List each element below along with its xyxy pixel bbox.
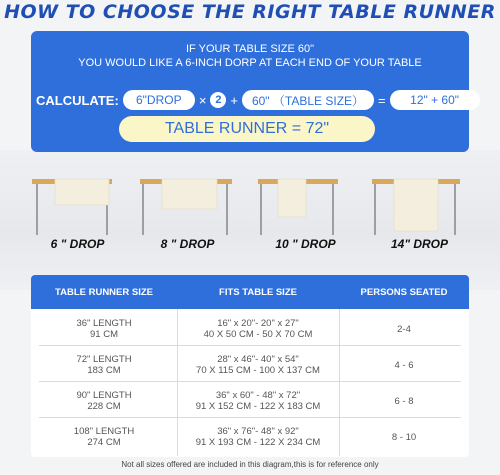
result-pill: TABLE RUNNER = 72" xyxy=(119,116,375,142)
table-runner-10-icon xyxy=(258,175,353,235)
fit-size-inches: 28" x 46"- 40" x 54" xyxy=(217,354,299,365)
fit-size-inches: 36" x 60" - 48" x 72" xyxy=(215,390,301,401)
persons-seated-cell: 2-4 xyxy=(397,324,411,335)
runner-length-inches: 36" LENGTH xyxy=(76,318,132,329)
fits-table-size-cell xyxy=(177,426,339,448)
runner-size-cell xyxy=(31,318,177,340)
calculation-row xyxy=(36,89,480,111)
runner-length-cm: 274 CM xyxy=(87,437,121,448)
runner-size-cell xyxy=(31,390,177,412)
page-title: HOW TO CHOOSE THE RIGHT TABLE RUNNER xyxy=(4,1,496,23)
runner-length-inches: 72" LENGTH xyxy=(76,354,132,365)
table-header xyxy=(31,275,469,309)
fit-size-cm: 40 X 50 CM - 50 X 70 CM xyxy=(203,329,313,340)
drop-illustration-6 xyxy=(30,175,125,255)
persons-seated-cell: 8 - 10 xyxy=(391,432,417,443)
runner-length-cm: 228 CM xyxy=(87,401,121,412)
runner-length-cm: 183 CM xyxy=(87,365,121,376)
plus-sign: + xyxy=(230,92,238,108)
runner-size-cell xyxy=(31,354,177,376)
footnote: Not all sizes offered are included in this diagram,this is for reference only xyxy=(121,460,379,469)
persons-seated-cell: 4 - 6 xyxy=(394,360,414,371)
equals-sign: = xyxy=(378,92,386,108)
header-persons-seated: PERSONS SEATED xyxy=(360,287,448,298)
fit-size-cm: 70 X 115 CM - 100 X 137 CM xyxy=(196,365,320,376)
table-row xyxy=(31,420,469,455)
table-runner-8-icon xyxy=(140,175,235,235)
drop-illustration-14 xyxy=(372,175,467,255)
table-row xyxy=(31,384,469,419)
drop-label-10: 10 " DROP xyxy=(275,237,336,251)
persons-seated-cell: 6 - 8 xyxy=(394,396,414,407)
fit-size-inches: 16" x 20"- 20" x 27" xyxy=(217,318,299,329)
runner-length-cm: 91 CM xyxy=(90,329,118,340)
sum-pill: 12" + 60" xyxy=(390,90,480,110)
drop-label-14: 14" DROP xyxy=(390,237,449,251)
table-size-pill: 60" （TABLE SIZE） xyxy=(242,90,374,110)
drop-label-6: 6 " DROP xyxy=(50,237,105,251)
drop-label-8: 8 " DROP xyxy=(160,237,215,251)
drop-illustration-10 xyxy=(258,175,353,255)
header-fits-table-size: FITS TABLE SIZE xyxy=(219,287,297,298)
calc-condition-line-1: IF YOUR TABLE SIZE 60" xyxy=(185,43,314,55)
table-runner-6-icon xyxy=(30,175,125,235)
runner-size-cell xyxy=(31,426,177,448)
fits-table-size-cell xyxy=(177,354,339,376)
fit-size-cm: 91 X 152 CM - 122 X 183 CM xyxy=(195,401,321,412)
table-row xyxy=(31,348,469,383)
calc-condition-line-2: YOU WOULD LIKE A 6-INCH DORP AT EACH END OF YOUR TABLE xyxy=(78,57,422,69)
table-runner-14-icon xyxy=(372,175,467,235)
drop-pill: 6"DROP xyxy=(123,90,195,110)
size-table xyxy=(31,275,469,457)
runner-length-inches: 108" LENGTH xyxy=(73,426,135,437)
drop-illustration-8 xyxy=(140,175,235,255)
fit-size-inches: 36" x 76"- 48" x 92" xyxy=(217,426,299,437)
table-row xyxy=(31,312,469,347)
times-sign: × xyxy=(198,92,207,108)
fit-size-cm: 91 X 193 CM - 122 X 234 CM xyxy=(195,437,321,448)
calculate-label: CALCULATE: xyxy=(36,92,119,108)
fits-table-size-cell xyxy=(177,390,339,412)
calculation-panel xyxy=(31,31,469,152)
fits-table-size-cell xyxy=(177,318,339,340)
multiplier-circle: 2 xyxy=(210,92,226,108)
runner-length-inches: 90" LENGTH xyxy=(76,390,132,401)
header-runner-size: TABLE RUNNER SIZE xyxy=(55,287,153,298)
